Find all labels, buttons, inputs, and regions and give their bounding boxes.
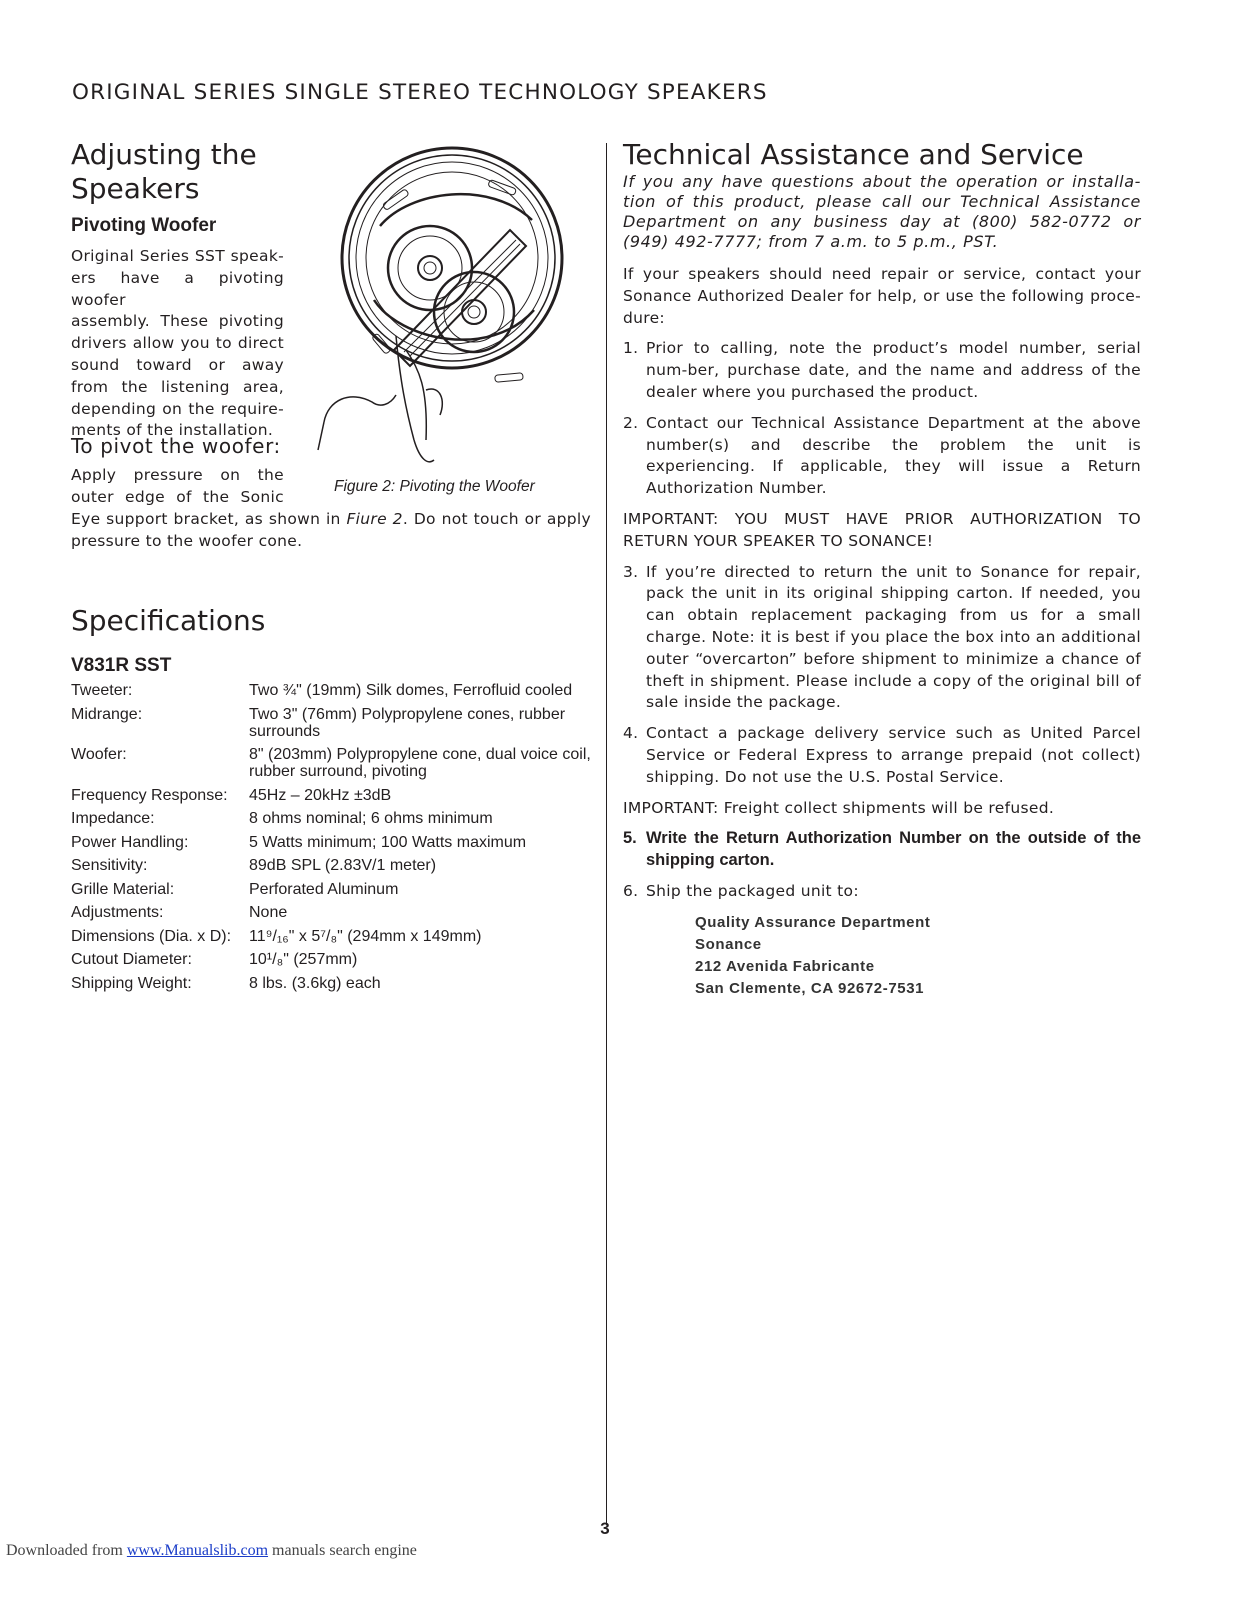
pivot-line: ments of the installation. xyxy=(71,421,274,440)
step-text: Prior to calling, note the product’s model number, serial num-ber, purchase date, and the name and address of the dealer where you purchased the product. xyxy=(646,339,1141,401)
right-column-content xyxy=(623,172,1141,1000)
page-number: 3 xyxy=(600,1519,610,1538)
column-divider xyxy=(606,143,607,1525)
manualslib-link[interactable]: www.Manualslib.com xyxy=(126,1542,269,1559)
speaker-pivot-illustration xyxy=(310,140,580,480)
procedure-list-b xyxy=(623,562,1141,789)
spec-value: Perforated Aluminum xyxy=(249,880,399,898)
list-item xyxy=(623,562,1141,715)
step-text: Contact a package delivery service such as United Parcel Service or Federal Express to arrange prepaid (not collect) shipping. Do not use the U.S. Postal Service. xyxy=(646,724,1141,786)
adjusting-title-line1: Adjusting the xyxy=(71,138,257,171)
spec-value: 8 ohms nominal; 6 ohms minimum xyxy=(249,810,493,827)
spec-label: Tweeter: xyxy=(71,682,133,699)
figure-caption: Figure 2: Pivoting the Woofer xyxy=(334,478,535,495)
list-item xyxy=(623,413,1141,500)
table-row xyxy=(71,928,591,952)
pivot-line: assembly. These pivoting xyxy=(71,312,284,331)
spec-value: None xyxy=(249,904,288,921)
step-text: If you’re directed to return the unit to Sonance for repair, pack the unit in its original shipping carton. If needed, you can obtain replacement packaging from us for a small charge. Note: it is best if you place the box into an additional outer “overcarton” before shipment to minimize a chance of theft in shipment. Please include a copy of the original bill of sale inside the package. xyxy=(646,562,1141,712)
table-row xyxy=(71,904,591,928)
address-line: 212 Avenida Fabricante xyxy=(695,957,875,975)
shipping-address xyxy=(695,912,1141,1000)
model-heading: V831R SST xyxy=(71,655,172,676)
list-item xyxy=(623,338,1141,403)
figure-reference: Fiure 2 xyxy=(346,510,403,528)
freight-notice: IMPORTANT: Freight collect shipments will be refused. xyxy=(623,798,1055,817)
spec-value: 11⁹/₁₆" x 5⁷/₈" (294mm x 149mm) xyxy=(249,927,482,945)
pivot-line: drivers allow you to direct xyxy=(71,334,284,353)
pivot-line: ers have a pivoting woofer xyxy=(71,268,284,309)
address-line: Sonance xyxy=(695,935,762,953)
important-notice: IMPORTANT: YOU MUST HAVE PRIOR AUTHORIZATION TO RETURN YOUR SPEAKER TO SONANCE! xyxy=(623,509,1141,550)
step-text: Write the Return Authorization Number on the outside of the shipping carton. xyxy=(646,829,1141,870)
footer-prefix: Downloaded from xyxy=(6,1542,127,1559)
specs-table xyxy=(71,682,591,998)
pivot-line: depending on the require- xyxy=(71,399,284,418)
step-text: Contact our Technical Assistance Department at the above number(s) and describe the problem the unit is experiencing. If applicable, they will issue a Return Authorization Number. xyxy=(646,413,1141,498)
adjusting-title-line2: Speakers xyxy=(71,172,200,205)
apply-line3-text-post: . Do not touch or apply xyxy=(402,510,591,528)
spec-value: 10¹/₈" (257mm) xyxy=(249,951,358,968)
apply-lines-narrow xyxy=(71,465,284,509)
step-number: 3. xyxy=(623,562,639,581)
table-row xyxy=(71,682,591,706)
table-row xyxy=(71,746,591,787)
spec-value: Two 3" (76mm) Polypropylene cones, rubber surrounds xyxy=(249,705,566,740)
spec-label: Sensitivity: xyxy=(71,857,148,874)
spec-value: 89dB SPL (2.83V/1 meter) xyxy=(249,857,437,874)
address-line: San Clemente, CA 92672-7531 xyxy=(695,979,925,997)
spec-label: Adjustments: xyxy=(71,904,164,921)
apply-line4: pressure to the woofer cone. xyxy=(71,532,303,550)
spec-value: 8" (203mm) Polypropylene cone, dual voice coil, rubber surround, pivoting xyxy=(249,746,591,780)
apply-line2: outer edge of the Sonic xyxy=(71,487,284,506)
spec-label: Midrange: xyxy=(71,705,143,723)
pivoting-woofer-heading: Pivoting Woofer xyxy=(71,215,217,236)
spec-label: Grille Material: xyxy=(71,880,175,898)
table-row xyxy=(71,834,591,858)
spec-value: 8 lbs. (3.6kg) each xyxy=(249,974,381,992)
step-number: 4. xyxy=(623,724,639,743)
table-row xyxy=(71,810,591,834)
step-number: 1. xyxy=(623,339,639,358)
pivot-line: Original Series SST speak- xyxy=(71,247,284,265)
pivot-line: sound toward or away xyxy=(71,355,284,374)
tech-assistance-title: Technical Assistance and Service xyxy=(623,138,1084,171)
spec-value: 45Hz – 20kHz ±3dB xyxy=(249,786,392,804)
apply-line1: Apply pressure on the xyxy=(71,466,284,484)
step-number: 2. xyxy=(623,413,639,432)
table-row xyxy=(71,975,591,999)
pivot-paragraph xyxy=(71,246,284,442)
procedure-list-a xyxy=(623,338,1141,500)
spec-label: Woofer: xyxy=(71,746,127,763)
spec-label: Shipping Weight: xyxy=(71,974,192,992)
spec-label: Frequency Response: xyxy=(71,786,228,804)
to-pivot-heading: To pivot the woofer: xyxy=(71,434,281,458)
pivot-line: from the listening area, xyxy=(71,377,284,396)
download-footer xyxy=(6,1542,417,1560)
list-item xyxy=(623,723,1141,788)
running-header: ORIGINAL SERIES SINGLE STEREO TECHNOLOGY SPEAKERS xyxy=(72,80,768,105)
spec-value: Two ¾" (19mm) Silk domes, Ferrofluid cooled xyxy=(249,682,573,699)
intro-paragraph: If you any have questions about the operation or installa-tion of this product, please call our Technical Assistance Department on any business day at (800) 582-0772 or (949) 492-7777; from 7 a.m. to 5 p.m., PST. xyxy=(623,172,1141,251)
table-row xyxy=(71,787,591,811)
spec-label: Impedance: xyxy=(71,810,155,827)
table-row xyxy=(71,881,591,905)
adjusting-title xyxy=(71,138,257,206)
spec-label: Dimensions (Dia. x D): xyxy=(71,927,232,945)
spec-label: Cutout Diameter: xyxy=(71,951,192,968)
list-item xyxy=(623,881,1141,903)
table-row xyxy=(71,706,591,747)
step-text: Ship the packaged unit to: xyxy=(646,881,859,900)
specifications-title: Specifications xyxy=(71,604,266,637)
step-number: 6. xyxy=(623,881,639,900)
table-row xyxy=(71,951,591,975)
address-line: Quality Assurance Department xyxy=(695,913,931,931)
step-number: 5. xyxy=(623,829,637,848)
apply-line3 xyxy=(71,509,591,531)
repair-paragraph: If your speakers should need repair or service, contact your Sonance Authorized Dealer for help, or use the following proce-dure: xyxy=(623,265,1141,327)
spec-value: 5 Watts minimum; 100 Watts maximum xyxy=(249,833,527,851)
procedure-list-c xyxy=(623,828,1141,902)
footer-suffix: manuals search engine xyxy=(268,1542,417,1559)
apply-line3-text: Eye support bracket, as shown in xyxy=(71,510,347,528)
spec-label: Power Handling: xyxy=(71,833,189,851)
table-row xyxy=(71,857,591,881)
list-item xyxy=(623,828,1141,872)
